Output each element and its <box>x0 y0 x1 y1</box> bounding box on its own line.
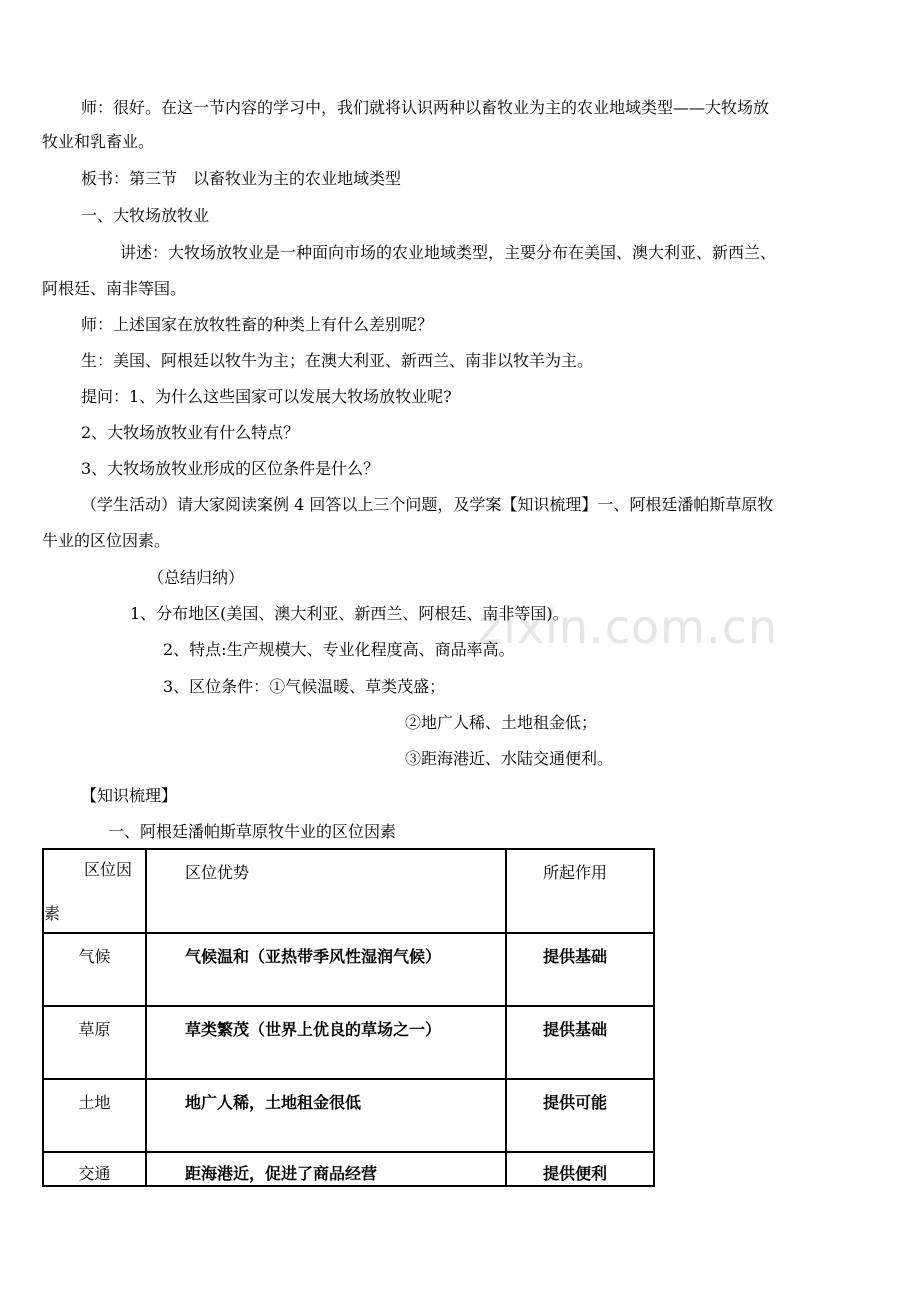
header-factor-a: 区位因 <box>84 860 133 879</box>
text-line-8: 生：美国、阿根廷以牧牛为主；在澳大利亚、新西兰、南非以牧羊为主。 <box>81 351 594 370</box>
row-effect: 提供基础 <box>506 1006 654 1079</box>
table-header-row <box>43 849 654 933</box>
row-effect: 提供便利 <box>506 1152 654 1186</box>
question-line-2: 2、大牧场放牧业有什么特点？ <box>81 423 300 442</box>
activity-line-2: 牛业的区位因素。 <box>42 531 171 550</box>
watermark: zixin.com.cn <box>478 600 779 654</box>
board-heading: 板书：第三节 以畜牧业为主的农业地域类型 <box>81 169 402 188</box>
table-caption: 一、阿根廷潘帕斯草原牧牛业的区位因素 <box>108 822 397 841</box>
text-line-5: 讲述：大牧场放牧业是一种面向市场的农业地域类型，主要分布在美国、澳大利亚、新西兰、 <box>120 243 777 262</box>
row-advantage: 距海港近，促进了商品经营 <box>146 1152 506 1186</box>
header-effect: 所起作用 <box>506 849 654 933</box>
question-line-3: 3、大牧场放牧业形成的区位条件是什么？ <box>81 459 380 478</box>
text-line-6: 阿根廷、南非等国。 <box>42 279 187 298</box>
header-factor <box>43 849 146 933</box>
row-factor: 草原 <box>43 1006 146 1079</box>
header-factor-b: 素 <box>44 904 61 923</box>
header-advantage: 区位优势 <box>146 849 506 933</box>
summary-heading: （总结归纳） <box>148 568 245 587</box>
summary-item-3: 3、区位条件：①气候温暖、草类茂盛； <box>163 677 446 696</box>
table-row <box>43 1152 654 1186</box>
activity-line-1: （学生活动）请大家阅读案例 4 回答以上三个问题，及学案【知识梳理】一、阿根廷潘帕斯草原牧 <box>81 495 774 514</box>
question-line-1: 提问：1、为什么这些国家可以发展大牧场放牧业呢? <box>81 387 452 406</box>
knowledge-heading: 【知识梳理】 <box>81 786 178 805</box>
location-factors-table <box>42 848 655 1187</box>
row-factor: 土地 <box>43 1079 146 1152</box>
row-effect: 提供可能 <box>506 1079 654 1152</box>
text-line-1: 师：很好。在这一节内容的学习中，我们就将认识两种以畜牧业为主的农业地域类型——大牧场放 <box>81 98 770 117</box>
table-row <box>43 1006 654 1079</box>
table-row <box>43 933 654 1006</box>
summary-item-1: 1、分布地区(美国、澳大利亚、新西兰、阿根廷、南非等国)。 <box>130 604 569 623</box>
row-factor: 气候 <box>43 933 146 1006</box>
row-advantage: 地广人稀，土地租金很低 <box>146 1079 506 1152</box>
row-effect: 提供基础 <box>506 933 654 1006</box>
summary-item-3b: ②地广人稀、土地租金低； <box>405 713 598 732</box>
text-line-7: 师：上述国家在放牧牲畜的种类上有什么差别呢？ <box>81 315 434 334</box>
section-heading: 一、大牧场放牧业 <box>81 206 210 225</box>
summary-item-3c: ③距海港近、水陆交通便利。 <box>405 749 614 768</box>
table-row <box>43 1079 654 1152</box>
text-line-2: 牧业和乳畜业。 <box>42 132 155 151</box>
row-advantage: 草类繁茂（世界上优良的草场之一） <box>146 1006 506 1079</box>
row-advantage: 气候温和（亚热带季风性湿润气候） <box>146 933 506 1006</box>
summary-item-2: 2、特点:生产规模大、专业化程度高、商品率高。 <box>163 640 515 659</box>
row-factor: 交通 <box>43 1152 146 1186</box>
